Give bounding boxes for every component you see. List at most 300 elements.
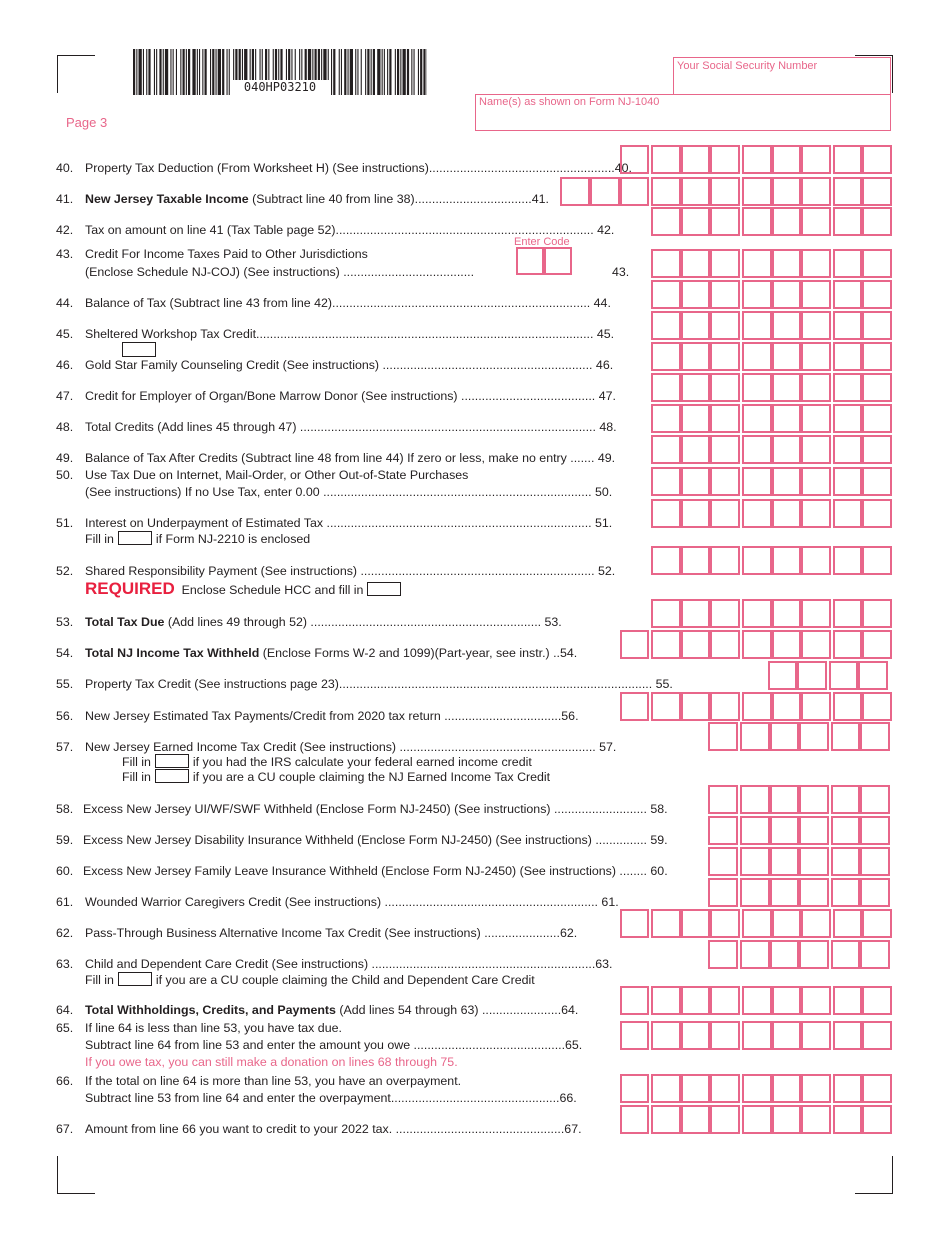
- amount-boxes-l64: [620, 986, 892, 1015]
- amount-digit-cell[interactable]: [862, 1021, 892, 1050]
- amount-digit-cell[interactable]: [560, 177, 590, 206]
- amount-digit-cell[interactable]: [772, 986, 802, 1015]
- line-number: 63.: [56, 957, 74, 971]
- amount-digit-cell[interactable]: [799, 847, 829, 876]
- amount-digit-cell[interactable]: [833, 404, 863, 433]
- line-end-number: 43.: [612, 265, 630, 279]
- amount-digit-cell[interactable]: [742, 546, 772, 575]
- line-text: If the total on line 64 is more than line 53, you have an overpayment.: [85, 1074, 462, 1088]
- amount-digit-cell[interactable]: [833, 145, 863, 174]
- barcode-bar: [156, 49, 157, 95]
- amount-digit-cell[interactable]: [742, 1105, 772, 1134]
- amount-digit-cell[interactable]: [862, 692, 892, 721]
- amount-digit-cell[interactable]: [833, 630, 863, 659]
- line-text: Excess New Jersey UI/WF/SWF Withheld (Enclose Form NJ-2450) (See instructions) ........................... 58.: [83, 802, 668, 816]
- amount-boxes-l59: [708, 816, 890, 845]
- amount-digit-cell[interactable]: [710, 467, 740, 496]
- amount-boxes-l51: [649, 499, 892, 528]
- amount-digit-cell[interactable]: [833, 986, 863, 1015]
- amount-digit-cell[interactable]: [799, 940, 829, 969]
- amount-digit-cell[interactable]: [620, 1021, 650, 1050]
- amount-digit-cell[interactable]: [772, 909, 802, 938]
- line-text: (Subtract line 40 from line 38)..................................41.: [248, 192, 549, 206]
- amount-digit-cell[interactable]: [708, 816, 738, 845]
- barcode-bar: [227, 49, 228, 95]
- amount-digit-cell[interactable]: [862, 1074, 892, 1103]
- amount-digit-cell[interactable]: [860, 878, 890, 907]
- amount-digit-cell[interactable]: [858, 661, 888, 690]
- barcode-bar: [199, 49, 200, 95]
- cu-eic-checkbox[interactable]: [155, 769, 189, 783]
- amount-boxes-l49: [649, 435, 892, 464]
- amount-digit-cell[interactable]: [833, 342, 863, 371]
- amount-digit-cell[interactable]: [708, 940, 738, 969]
- corner-mark-bottom-left: [57, 1156, 95, 1194]
- enter-code-label: Enter Code: [514, 236, 570, 248]
- amount-digit-cell[interactable]: [681, 373, 711, 402]
- line-text: Total Credits (Add lines 45 through 47) ...................................................................................... 48.: [85, 420, 617, 434]
- amount-digit-cell[interactable]: [772, 249, 802, 278]
- amount-digit-cell[interactable]: [833, 435, 863, 464]
- amount-digit-cell[interactable]: [742, 311, 772, 340]
- line-number: 56.: [56, 709, 74, 723]
- amount-digit-cell[interactable]: [651, 546, 681, 575]
- amount-digit-cell[interactable]: [651, 630, 681, 659]
- amount-digit-cell[interactable]: [742, 630, 772, 659]
- amount-digit-cell[interactable]: [620, 630, 650, 659]
- amount-boxes-l42: [649, 207, 892, 236]
- amount-digit-cell[interactable]: [829, 661, 859, 690]
- amount-digit-cell[interactable]: [681, 249, 711, 278]
- amount-digit-cell[interactable]: [772, 207, 802, 236]
- amount-digit-cell[interactable]: [620, 986, 650, 1015]
- amount-digit-cell[interactable]: [801, 909, 831, 938]
- amount-digit-cell[interactable]: [862, 207, 892, 236]
- amount-digit-cell[interactable]: [681, 546, 711, 575]
- amount-boxes-l65: [620, 1021, 892, 1050]
- amount-digit-cell[interactable]: [710, 692, 740, 721]
- amount-digit-cell[interactable]: [620, 145, 650, 174]
- amount-digit-cell[interactable]: [831, 940, 861, 969]
- amount-digit-cell[interactable]: [799, 816, 829, 845]
- amount-digit-cell[interactable]: [772, 373, 802, 402]
- irs-eic-checkbox[interactable]: [155, 754, 189, 768]
- barcode-bar: [163, 49, 164, 95]
- amount-digit-cell[interactable]: [772, 145, 802, 174]
- code-cell[interactable]: [516, 247, 544, 275]
- amount-digit-cell[interactable]: [801, 546, 831, 575]
- amount-digit-cell[interactable]: [710, 986, 740, 1015]
- amount-digit-cell[interactable]: [710, 599, 740, 628]
- amount-digit-cell[interactable]: [742, 1021, 772, 1050]
- line-number: 62.: [56, 926, 74, 940]
- amount-digit-cell[interactable]: [862, 435, 892, 464]
- amount-digit-cell[interactable]: [801, 177, 831, 206]
- amount-digit-cell[interactable]: [833, 311, 863, 340]
- fill-in-text: if you are a CU couple claiming the NJ Earned Income Tax Credit: [192, 770, 551, 784]
- corner-mark-top-left: [57, 55, 95, 93]
- amount-digit-cell[interactable]: [681, 177, 711, 206]
- amount-digit-cell[interactable]: [740, 816, 770, 845]
- amount-digit-cell[interactable]: [620, 177, 650, 206]
- hcc-checkbox[interactable]: [367, 582, 401, 596]
- amount-digit-cell[interactable]: [742, 467, 772, 496]
- amount-digit-cell[interactable]: [710, 342, 740, 371]
- donation-note: If you owe tax, you can still make a donation on lines 68 through 75.: [85, 1055, 458, 1069]
- amount-digit-cell[interactable]: [772, 599, 802, 628]
- amount-digit-cell[interactable]: [710, 1074, 740, 1103]
- amount-digit-cell[interactable]: [710, 280, 740, 309]
- amount-digit-cell[interactable]: [681, 630, 711, 659]
- barcode-bar: [418, 49, 419, 95]
- cu-childcare-checkbox[interactable]: [118, 972, 152, 986]
- amount-digit-cell[interactable]: [833, 499, 863, 528]
- amount-digit-cell[interactable]: [772, 1074, 802, 1103]
- amount-digit-cell[interactable]: [742, 692, 772, 721]
- amount-digit-cell[interactable]: [651, 404, 681, 433]
- amount-digit-cell[interactable]: [708, 847, 738, 876]
- amount-digit-cell[interactable]: [742, 599, 772, 628]
- amount-digit-cell[interactable]: [651, 986, 681, 1015]
- line-text: Use Tax Due on Internet, Mail-Order, or Other Out-of-State Purchases: [85, 468, 469, 482]
- amount-digit-cell[interactable]: [862, 909, 892, 938]
- amount-digit-cell[interactable]: [860, 847, 890, 876]
- amount-digit-cell[interactable]: [742, 207, 772, 236]
- amount-digit-cell[interactable]: [770, 878, 800, 907]
- amount-digit-cell[interactable]: [833, 373, 863, 402]
- amount-digit-cell[interactable]: [770, 816, 800, 845]
- barcode-bar: [143, 49, 144, 95]
- amount-digit-cell[interactable]: [799, 878, 829, 907]
- amount-digit-cell[interactable]: [708, 785, 738, 814]
- amount-digit-cell[interactable]: [710, 145, 740, 174]
- line-number: 61.: [56, 895, 74, 909]
- amount-digit-cell[interactable]: [651, 1105, 681, 1134]
- amount-digit-cell[interactable]: [651, 599, 681, 628]
- amount-digit-cell[interactable]: [862, 280, 892, 309]
- amount-digit-cell[interactable]: [770, 847, 800, 876]
- amount-digit-cell[interactable]: [710, 546, 740, 575]
- amount-digit-cell[interactable]: [651, 311, 681, 340]
- line-number: 45.: [56, 327, 74, 341]
- amount-digit-cell[interactable]: [710, 177, 740, 206]
- amount-digit-cell[interactable]: [831, 785, 861, 814]
- amount-digit-cell[interactable]: [681, 692, 711, 721]
- amount-digit-cell[interactable]: [833, 692, 863, 721]
- amount-digit-cell[interactable]: [862, 986, 892, 1015]
- amount-boxes-l50: [649, 467, 892, 496]
- line-bold-text: New Jersey Taxable Income: [85, 192, 249, 206]
- amount-digit-cell[interactable]: [772, 692, 802, 721]
- barcode-bar: [339, 49, 340, 95]
- line-number: 51.: [56, 516, 74, 530]
- amount-digit-cell[interactable]: [862, 145, 892, 174]
- amount-digit-cell[interactable]: [681, 342, 711, 371]
- amount-digit-cell[interactable]: [681, 499, 711, 528]
- amount-digit-cell[interactable]: [862, 311, 892, 340]
- amount-digit-cell[interactable]: [772, 177, 802, 206]
- amount-digit-cell[interactable]: [742, 435, 772, 464]
- amount-digit-cell[interactable]: [833, 546, 863, 575]
- amount-digit-cell[interactable]: [742, 986, 772, 1015]
- line-text: Interest on Underpayment of Estimated Tax ............................................................................. 51.: [85, 516, 613, 530]
- barcode-bar: [148, 49, 150, 95]
- amount-digit-cell[interactable]: [862, 599, 892, 628]
- amount-digit-cell[interactable]: [801, 630, 831, 659]
- amount-digit-cell[interactable]: [681, 986, 711, 1015]
- barcode-bar: [407, 49, 409, 95]
- barcode-bar: [395, 49, 396, 95]
- amount-digit-cell[interactable]: [620, 909, 650, 938]
- amount-digit-cell[interactable]: [710, 1105, 740, 1134]
- amount-digit-cell[interactable]: [681, 207, 711, 236]
- amount-digit-cell[interactable]: [772, 1021, 802, 1050]
- amount-digit-cell[interactable]: [801, 986, 831, 1015]
- required-label: REQUIRED: [85, 579, 175, 598]
- line-text: Property Tax Credit (See instructions page 23)........................................................................................... 55.: [85, 677, 673, 691]
- amount-digit-cell[interactable]: [801, 207, 831, 236]
- amount-digit-cell[interactable]: [772, 499, 802, 528]
- amount-digit-cell[interactable]: [772, 467, 802, 496]
- amount-digit-cell[interactable]: [651, 207, 681, 236]
- amount-digit-cell[interactable]: [862, 373, 892, 402]
- amount-digit-cell[interactable]: [801, 1021, 831, 1050]
- amount-digit-cell[interactable]: [681, 145, 711, 174]
- amount-digit-cell[interactable]: [772, 630, 802, 659]
- code-cell[interactable]: [544, 247, 572, 275]
- amount-digit-cell[interactable]: [801, 692, 831, 721]
- amount-digit-cell[interactable]: [772, 404, 802, 433]
- amount-digit-cell[interactable]: [831, 722, 861, 751]
- amount-digit-cell[interactable]: [651, 342, 681, 371]
- line-number: 67.: [56, 1122, 74, 1136]
- amount-digit-cell[interactable]: [651, 280, 681, 309]
- amount-digit-cell[interactable]: [740, 878, 770, 907]
- amount-digit-cell[interactable]: [710, 249, 740, 278]
- ssn-label: Your Social Security Number: [677, 60, 818, 72]
- amount-digit-cell[interactable]: [862, 1105, 892, 1134]
- amount-digit-cell[interactable]: [681, 311, 711, 340]
- amount-digit-cell[interactable]: [772, 280, 802, 309]
- amount-digit-cell[interactable]: [801, 249, 831, 278]
- amount-digit-cell[interactable]: [710, 311, 740, 340]
- amount-digit-cell[interactable]: [833, 1021, 863, 1050]
- amount-digit-cell[interactable]: [833, 599, 863, 628]
- amount-digit-cell[interactable]: [831, 847, 861, 876]
- line-number: 44.: [56, 296, 74, 310]
- amount-boxes-l67: [620, 1105, 892, 1134]
- barcode-bar: [183, 49, 185, 95]
- amount-digit-cell[interactable]: [770, 785, 800, 814]
- amount-digit-cell[interactable]: [768, 661, 798, 690]
- amount-digit-cell[interactable]: [651, 145, 681, 174]
- amount-digit-cell[interactable]: [681, 467, 711, 496]
- amount-digit-cell[interactable]: [801, 280, 831, 309]
- amount-digit-cell[interactable]: [862, 499, 892, 528]
- amount-digit-cell[interactable]: [801, 1105, 831, 1134]
- amount-digit-cell[interactable]: [742, 145, 772, 174]
- amount-digit-cell[interactable]: [833, 280, 863, 309]
- amount-digit-cell[interactable]: [801, 435, 831, 464]
- amount-digit-cell[interactable]: [651, 909, 681, 938]
- amount-digit-cell[interactable]: [797, 661, 827, 690]
- amount-digit-cell[interactable]: [862, 630, 892, 659]
- amount-digit-cell[interactable]: [801, 467, 831, 496]
- amount-digit-cell[interactable]: [651, 249, 681, 278]
- amount-digit-cell[interactable]: [710, 373, 740, 402]
- amount-digit-cell[interactable]: [831, 878, 861, 907]
- barcode-bar: [423, 49, 425, 95]
- amount-digit-cell[interactable]: [710, 499, 740, 528]
- amount-digit-cell[interactable]: [742, 1074, 772, 1103]
- amount-digit-cell[interactable]: [710, 630, 740, 659]
- corner-mark-bottom-right: [855, 1156, 893, 1194]
- amount-digit-cell[interactable]: [801, 145, 831, 174]
- fill-in-label: Fill in: [85, 973, 114, 987]
- line-number: 60.: [56, 864, 74, 878]
- amount-digit-cell[interactable]: [742, 342, 772, 371]
- amount-digit-cell[interactable]: [862, 467, 892, 496]
- barcode-bar: [133, 49, 135, 95]
- amount-digit-cell[interactable]: [772, 1105, 802, 1134]
- amount-digit-cell[interactable]: [740, 847, 770, 876]
- amount-digit-cell[interactable]: [742, 177, 772, 206]
- amount-digit-cell[interactable]: [742, 280, 772, 309]
- line-text: Pass-Through Business Alternative Income Tax Credit (See instructions) ......................62.: [85, 926, 578, 940]
- amount-digit-cell[interactable]: [772, 342, 802, 371]
- amount-digit-cell[interactable]: [862, 546, 892, 575]
- amount-digit-cell[interactable]: [710, 909, 740, 938]
- amount-digit-cell[interactable]: [620, 692, 650, 721]
- line-number: 40.: [56, 161, 74, 175]
- amount-digit-cell[interactable]: [708, 878, 738, 907]
- line-text: Credit for Employer of Organ/Bone Marrow Donor (See instructions) ....................................... 47.: [85, 389, 616, 403]
- amount-boxes-l57: [708, 722, 890, 751]
- amount-digit-cell[interactable]: [681, 1105, 711, 1134]
- amount-digit-cell[interactable]: [833, 909, 863, 938]
- amount-digit-cell[interactable]: [801, 311, 831, 340]
- amount-digit-cell[interactable]: [772, 546, 802, 575]
- amount-digit-cell[interactable]: [833, 207, 863, 236]
- amount-digit-cell[interactable]: [801, 404, 831, 433]
- barcode-bar: [205, 49, 207, 95]
- barcode-bar: [210, 49, 211, 95]
- amount-digit-cell[interactable]: [651, 373, 681, 402]
- amount-digit-cell[interactable]: [801, 599, 831, 628]
- amount-digit-cell[interactable]: [740, 940, 770, 969]
- amount-digit-cell[interactable]: [651, 499, 681, 528]
- amount-digit-cell[interactable]: [651, 467, 681, 496]
- amount-digit-cell[interactable]: [860, 816, 890, 845]
- amount-digit-cell[interactable]: [742, 373, 772, 402]
- amount-digit-cell[interactable]: [710, 404, 740, 433]
- amount-digit-cell[interactable]: [681, 280, 711, 309]
- amount-digit-cell[interactable]: [833, 1105, 863, 1134]
- amount-digit-cell[interactable]: [801, 373, 831, 402]
- amount-boxes-l55: [768, 661, 888, 690]
- amount-digit-cell[interactable]: [833, 249, 863, 278]
- amount-digit-cell[interactable]: [681, 435, 711, 464]
- amount-digit-cell[interactable]: [772, 435, 802, 464]
- amount-digit-cell[interactable]: [833, 177, 863, 206]
- barcode-bar: [212, 49, 214, 95]
- amount-digit-cell[interactable]: [860, 722, 890, 751]
- amount-digit-cell[interactable]: [590, 177, 620, 206]
- amount-digit-cell[interactable]: [742, 499, 772, 528]
- amount-boxes-l53: [649, 599, 892, 628]
- amount-digit-cell[interactable]: [801, 342, 831, 371]
- amount-digit-cell[interactable]: [710, 435, 740, 464]
- barcode-bar: [355, 49, 356, 95]
- line-text: Gold Star Family Counseling Credit (See instructions) ............................................................. 46.: [85, 358, 614, 372]
- amount-digit-cell[interactable]: [772, 311, 802, 340]
- amount-digit-cell[interactable]: [651, 1074, 681, 1103]
- amount-digit-cell[interactable]: [651, 435, 681, 464]
- line-text: Amount from line 66 you want to credit to your 2022 tax. .................................................67.: [85, 1122, 582, 1136]
- amount-digit-cell[interactable]: [651, 1021, 681, 1050]
- line-text: Shared Responsibility Payment (See instructions) .................................................................... 52.: [85, 564, 616, 578]
- amount-digit-cell[interactable]: [862, 342, 892, 371]
- amount-digit-cell[interactable]: [681, 1021, 711, 1050]
- amount-digit-cell[interactable]: [681, 909, 711, 938]
- barcode-bar: [350, 49, 353, 95]
- amount-digit-cell[interactable]: [799, 722, 829, 751]
- amount-digit-cell[interactable]: [860, 785, 890, 814]
- amount-digit-cell[interactable]: [862, 177, 892, 206]
- amount-digit-cell[interactable]: [862, 404, 892, 433]
- amount-digit-cell[interactable]: [831, 816, 861, 845]
- amount-digit-cell[interactable]: [833, 1074, 863, 1103]
- barcode-bar: [139, 49, 142, 95]
- amount-digit-cell[interactable]: [708, 722, 738, 751]
- line-text: New Jersey Estimated Tax Payments/Credit from 2020 tax return ..................................56.: [85, 709, 579, 723]
- amount-digit-cell[interactable]: [801, 1074, 831, 1103]
- amount-digit-cell[interactable]: [740, 785, 770, 814]
- line-text: Subtract line 64 from line 53 and enter the amount you owe ............................................65.: [85, 1038, 583, 1052]
- amount-digit-cell[interactable]: [710, 1021, 740, 1050]
- amount-digit-cell[interactable]: [860, 940, 890, 969]
- nj2210-checkbox[interactable]: [118, 531, 152, 545]
- amount-digit-cell[interactable]: [833, 467, 863, 496]
- line-number: 53.: [56, 615, 74, 629]
- amount-digit-cell[interactable]: [681, 1074, 711, 1103]
- amount-digit-cell[interactable]: [651, 692, 681, 721]
- amount-boxes-l58: [708, 785, 890, 814]
- amount-digit-cell[interactable]: [620, 1105, 650, 1134]
- amount-digit-cell[interactable]: [770, 722, 800, 751]
- amount-digit-cell[interactable]: [742, 404, 772, 433]
- amount-digit-cell[interactable]: [740, 722, 770, 751]
- amount-digit-cell[interactable]: [710, 207, 740, 236]
- gold-star-checkbox[interactable]: [122, 342, 156, 357]
- enter-code-boxes[interactable]: [516, 247, 572, 275]
- amount-digit-cell[interactable]: [799, 785, 829, 814]
- amount-digit-cell[interactable]: [681, 599, 711, 628]
- amount-digit-cell[interactable]: [620, 1074, 650, 1103]
- barcode-bar: [403, 49, 406, 95]
- barcode-bar: [420, 49, 422, 95]
- amount-digit-cell[interactable]: [742, 909, 772, 938]
- amount-digit-cell[interactable]: [651, 177, 681, 206]
- amount-digit-cell[interactable]: [770, 940, 800, 969]
- amount-digit-cell[interactable]: [681, 404, 711, 433]
- barcode-text: 040HP03210: [231, 80, 329, 95]
- amount-digit-cell[interactable]: [801, 499, 831, 528]
- amount-digit-cell[interactable]: [862, 249, 892, 278]
- fill-in-text: if you had the IRS calculate your federal earned income credit: [192, 755, 532, 769]
- amount-digit-cell[interactable]: [742, 249, 772, 278]
- barcode-bar: [348, 49, 349, 95]
